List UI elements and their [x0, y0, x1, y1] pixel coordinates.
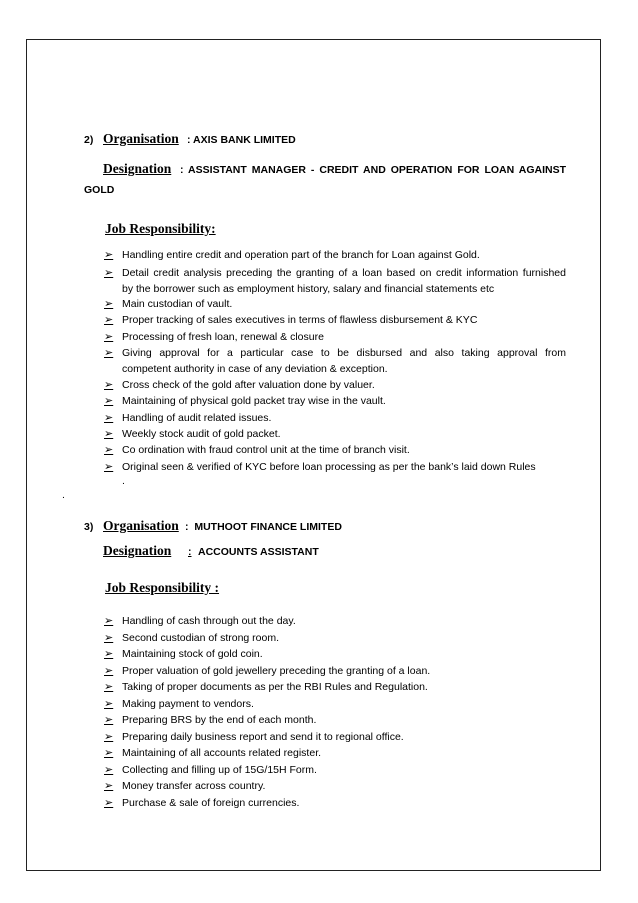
list-item: Handling of cash through out the day. — [122, 615, 296, 627]
arrow-bullet-icon: ➢ — [104, 347, 114, 359]
arrow-bullet-icon: ➢ — [104, 747, 114, 759]
arrow-bullet-icon: ➢ — [104, 714, 114, 726]
list-item: Maintaining of all accounts related register. — [122, 747, 322, 759]
arrow-bullet-icon: ➢ — [104, 648, 114, 660]
job-responsibility-heading: Job Responsibility: — [105, 221, 216, 236]
arrow-bullet-icon: ➢ — [104, 731, 114, 743]
arrow-bullet-icon: ➢ — [104, 764, 114, 776]
arrow-bullet-icon: ➢ — [104, 331, 114, 343]
arrow-bullet-icon: ➢ — [104, 632, 114, 644]
arrow-bullet-icon: ➢ — [104, 314, 114, 326]
list-item-cont: competent authority in case of any deviation & exception. — [122, 363, 388, 375]
designation-value: : ASSISTANT MANAGER - CREDIT AND OPERATION FOR LOAN AGAINST — [180, 164, 566, 176]
list-item-cont: . — [122, 475, 125, 487]
arrow-bullet-icon: ➢ — [104, 444, 114, 456]
designation-value-cont: GOLD — [84, 184, 115, 196]
section-number: 2) — [84, 134, 94, 146]
organisation-value: : AXIS BANK LIMITED — [187, 134, 296, 146]
arrow-bullet-icon: ➢ — [104, 797, 114, 809]
arrow-bullet-icon: ➢ — [104, 395, 114, 407]
separator-dot: . — [62, 489, 65, 501]
list-item: Money transfer across country. — [122, 780, 266, 792]
list-item: Making payment to vendors. — [122, 698, 254, 710]
list-item-cont: by the borrower such as employment history, salary and financial statements etc — [122, 283, 495, 295]
list-item: Cross check of the gold after valuation done by valuer. — [122, 379, 375, 391]
arrow-bullet-icon: ➢ — [104, 249, 114, 261]
arrow-bullet-icon: ➢ — [104, 428, 114, 440]
list-item: Maintaining stock of gold coin. — [122, 648, 263, 660]
list-item: Detail credit analysis preceding the granting of a loan based on credit information furnished — [122, 267, 566, 279]
designation-label: Designation — [103, 161, 172, 176]
arrow-bullet-icon: ➢ — [104, 681, 114, 693]
arrow-bullet-icon: ➢ — [104, 780, 114, 792]
section-number: 3) — [84, 521, 94, 533]
list-item: Preparing daily business report and send it to regional office. — [122, 731, 404, 743]
list-item: Proper valuation of gold jewellery preceding the granting of a loan. — [122, 665, 431, 677]
organisation-label: Organisation — [103, 131, 179, 146]
organisation-label: Organisation — [103, 518, 179, 533]
list-item: Maintaining of physical gold packet tray wise in the vault. — [122, 395, 386, 407]
list-item: Weekly stock audit of gold packet. — [122, 428, 281, 440]
designation-value: ACCOUNTS ASSISTANT — [198, 546, 319, 558]
list-item: Proper tracking of sales executives in terms of flawless disbursement & KYC — [122, 314, 478, 326]
list-item: Main custodian of vault. — [122, 298, 233, 310]
list-item: Handling of audit related issues. — [122, 412, 272, 424]
list-item: Preparing BRS by the end of each month. — [122, 714, 317, 726]
arrow-bullet-icon: ➢ — [104, 267, 114, 279]
organisation-value: : MUTHOOT FINANCE LIMITED — [185, 521, 342, 533]
arrow-bullet-icon: ➢ — [104, 665, 114, 677]
arrow-bullet-icon: ➢ — [104, 615, 114, 627]
list-item: Handling entire credit and operation part of the branch for Loan against Gold. — [122, 249, 480, 261]
designation-label: Designation — [103, 543, 172, 558]
arrow-bullet-icon: ➢ — [104, 412, 114, 424]
list-item: Processing of fresh loan, renewal & closure — [122, 331, 324, 343]
list-item: Original seen & verified of KYC before loan processing as per the bank’s laid down Rules — [122, 461, 536, 473]
arrow-bullet-icon: ➢ — [104, 379, 114, 391]
list-item: Taking of proper documents as per the RBI Rules and Regulation. — [122, 681, 428, 693]
list-item: Collecting and filling up of 15G/15H Form. — [122, 764, 317, 776]
arrow-bullet-icon: ➢ — [104, 298, 114, 310]
job-responsibility-heading: Job Responsibility : — [105, 580, 220, 595]
list-item: Second custodian of strong room. — [122, 632, 280, 644]
list-item: Co ordination with fraud control unit at the time of branch visit. — [122, 444, 410, 456]
arrow-bullet-icon: ➢ — [104, 461, 114, 473]
designation-colon: : — [188, 546, 192, 558]
list-item: Giving approval for a particular case to be disbursed and also taking approval from — [122, 347, 566, 359]
list-item: Purchase & sale of foreign currencies. — [122, 797, 300, 809]
arrow-bullet-icon: ➢ — [104, 698, 114, 710]
